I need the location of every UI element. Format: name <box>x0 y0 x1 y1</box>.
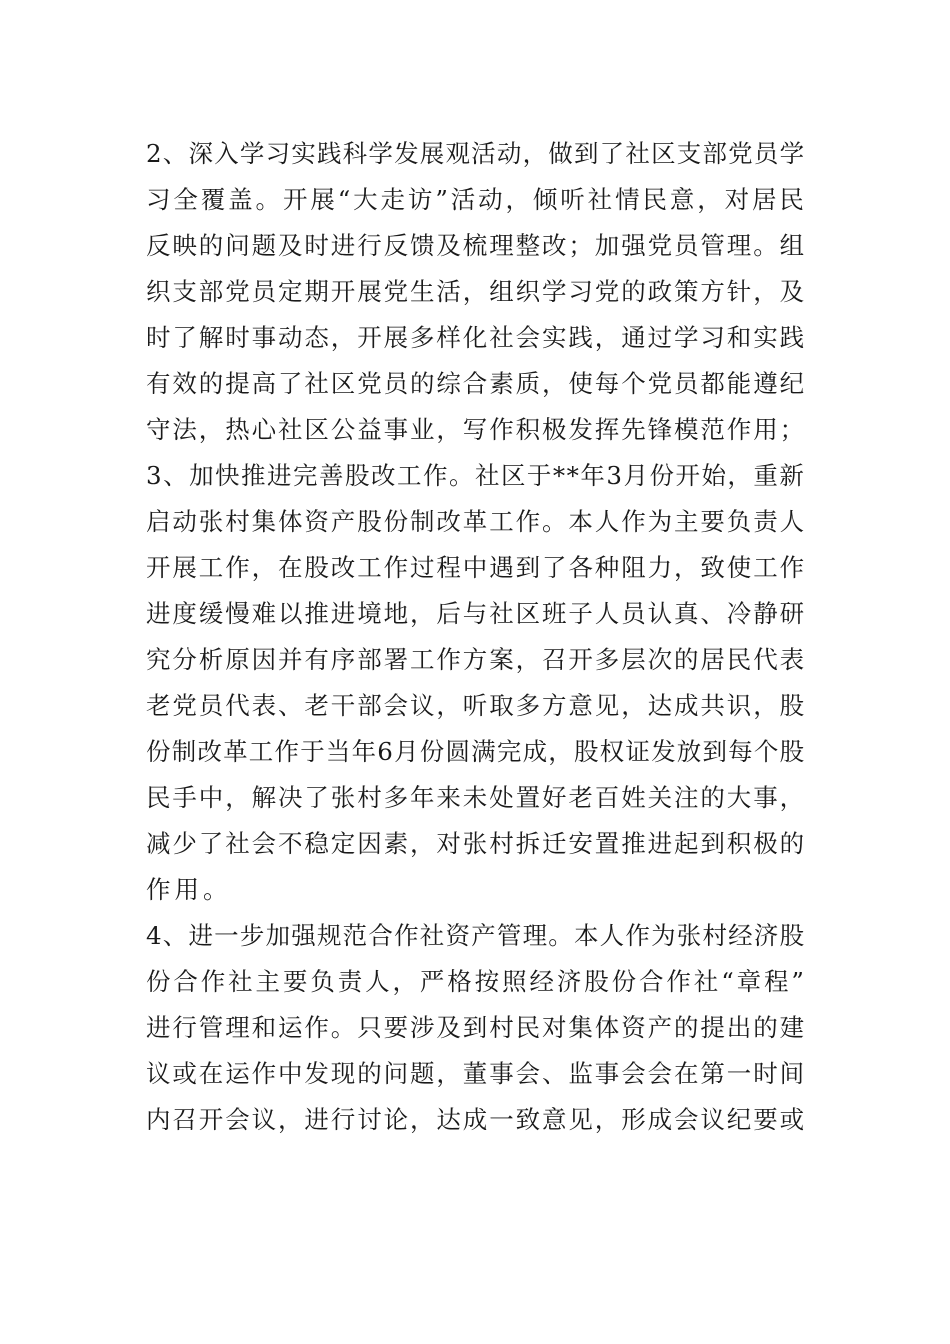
text-line-content: 反映的问题及时进行反馈及梳理整改；加强党员管理。组 <box>146 231 806 260</box>
text-line <box>0 826 950 862</box>
text-line-content: 老党员代表、老干部会议，听取多方意见，达成共识，股 <box>146 691 806 720</box>
text-line <box>0 412 950 448</box>
text-line <box>0 688 950 724</box>
text-line-content: 减少了社会不稳定因素，对张村拆迁安置推进起到积极的 <box>146 829 806 858</box>
text-line-content: 习全覆盖。开展“大走访”活动，倾听社情民意，对居民 <box>146 185 807 214</box>
text-line <box>0 274 950 310</box>
text-line-content: 作用。 <box>146 875 232 904</box>
text-line-content: 织支部党员定期开展党生活，组织学习党的政策方针，及 <box>146 277 806 306</box>
text-line <box>0 1056 950 1092</box>
text-line-content: 民手中，解决了张村多年来未处置好老百姓关注的大事， <box>146 783 806 812</box>
text-line <box>0 182 950 218</box>
text-line <box>0 872 950 908</box>
text-line-content: 2、深入学习实践科学发展观活动，做到了社区支部党员学 <box>146 139 806 168</box>
text-line-content: 份合作社主要负责人，严格按照经济股份合作社“章程” <box>146 967 807 996</box>
text-line <box>0 228 950 264</box>
text-line-content: 守法，热心社区公益事业，写作积极发挥先锋模范作用； <box>146 415 806 444</box>
text-line-content: 开展工作，在股改工作过程中遇到了各种阻力，致使工作 <box>146 553 806 582</box>
text-line-content: 进行管理和运作。只要涉及到村民对集体资产的提出的建 <box>146 1013 806 1042</box>
text-line <box>0 734 950 770</box>
text-line <box>0 458 950 494</box>
text-line-content: 究分析原因并有序部署工作方案，召开多层次的居民代表 <box>146 645 806 674</box>
text-line <box>0 504 950 540</box>
text-line <box>0 642 950 678</box>
text-line <box>0 366 950 402</box>
text-line <box>0 964 950 1000</box>
text-line <box>0 1010 950 1046</box>
text-line-content: 时了解时事动态，开展多样化社会实践，通过学习和实践 <box>146 323 806 352</box>
text-line <box>0 1102 950 1138</box>
text-line <box>0 320 950 356</box>
text-line-content: 议或在运作中发现的问题，董事会、监事会会在第一时间 <box>146 1059 806 1088</box>
text-line <box>0 136 950 172</box>
text-line-content: 有效的提高了社区党员的综合素质，使每个党员都能遵纪 <box>146 369 806 398</box>
text-line <box>0 596 950 632</box>
text-line <box>0 550 950 586</box>
text-line <box>0 918 950 954</box>
text-line-content: 4、进一步加强规范合作社资产管理。本人作为张村经济股 <box>146 921 806 950</box>
text-line-content: 内召开会议，进行讨论，达成一致意见，形成会议纪要或 <box>146 1105 806 1134</box>
text-line-content: 进度缓慢难以推进境地，后与社区班子人员认真、冷静研 <box>146 599 806 628</box>
text-line <box>0 780 950 816</box>
text-line-content: 份制改革工作于当年6月份圆满完成，股权证发放到每个股 <box>146 737 806 766</box>
text-line-content: 3、加快推进完善股改工作。社区于**年3月份开始，重新 <box>146 461 806 490</box>
text-line-content: 启动张村集体资产股份制改革工作。本人作为主要负责人 <box>146 507 806 536</box>
